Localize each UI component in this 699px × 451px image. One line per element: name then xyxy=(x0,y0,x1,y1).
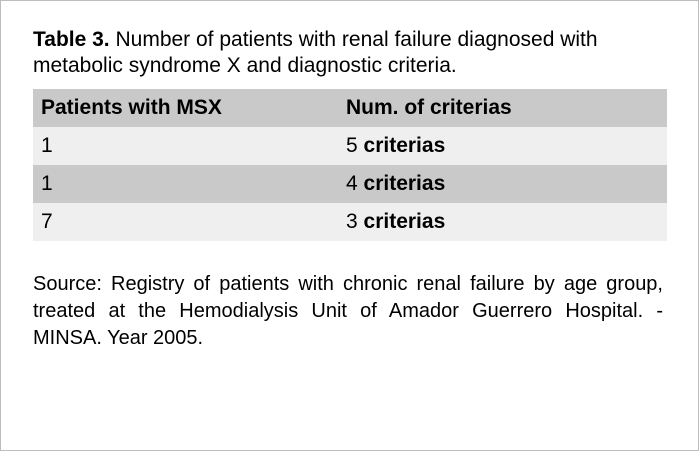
table-source-note: Source: Registry of patients with chronic renal failure by age group, treated at the Hemodialysis Unit of Amador Guerrero Hospital. - MINSA. Year 2005. xyxy=(33,273,663,349)
cell-patients: 1 xyxy=(33,127,338,165)
table-caption-label: Table 3. xyxy=(33,28,110,51)
data-table xyxy=(33,89,667,241)
table-caption xyxy=(33,27,633,79)
cell-patients: 1 xyxy=(33,165,338,203)
cell-criteria xyxy=(338,165,667,203)
figure-content xyxy=(33,27,667,352)
table-header xyxy=(33,89,667,127)
cell-criteria-number: 3 xyxy=(346,210,358,233)
cell-criteria-number: 4 xyxy=(346,172,358,195)
cell-criteria xyxy=(338,203,667,241)
table-row xyxy=(33,127,667,165)
column-header-patients: Patients with MSX xyxy=(33,89,338,127)
cell-criteria-number: 5 xyxy=(346,134,358,157)
table-row xyxy=(33,203,667,241)
cell-patients: 7 xyxy=(33,203,338,241)
table-header-row xyxy=(33,89,667,127)
cell-criteria xyxy=(338,127,667,165)
cell-criteria-word: criterias xyxy=(363,210,446,233)
table-body xyxy=(33,127,667,241)
column-header-criteria: Num. of criterias xyxy=(338,89,667,127)
table-row xyxy=(33,165,667,203)
table-caption-text: Number of patients with renal failure diagnosed with metabolic syndrome X and diagnostic criteria. xyxy=(33,28,598,77)
cell-criteria-word: criterias xyxy=(363,134,446,157)
cell-criteria-word: criterias xyxy=(363,172,446,195)
